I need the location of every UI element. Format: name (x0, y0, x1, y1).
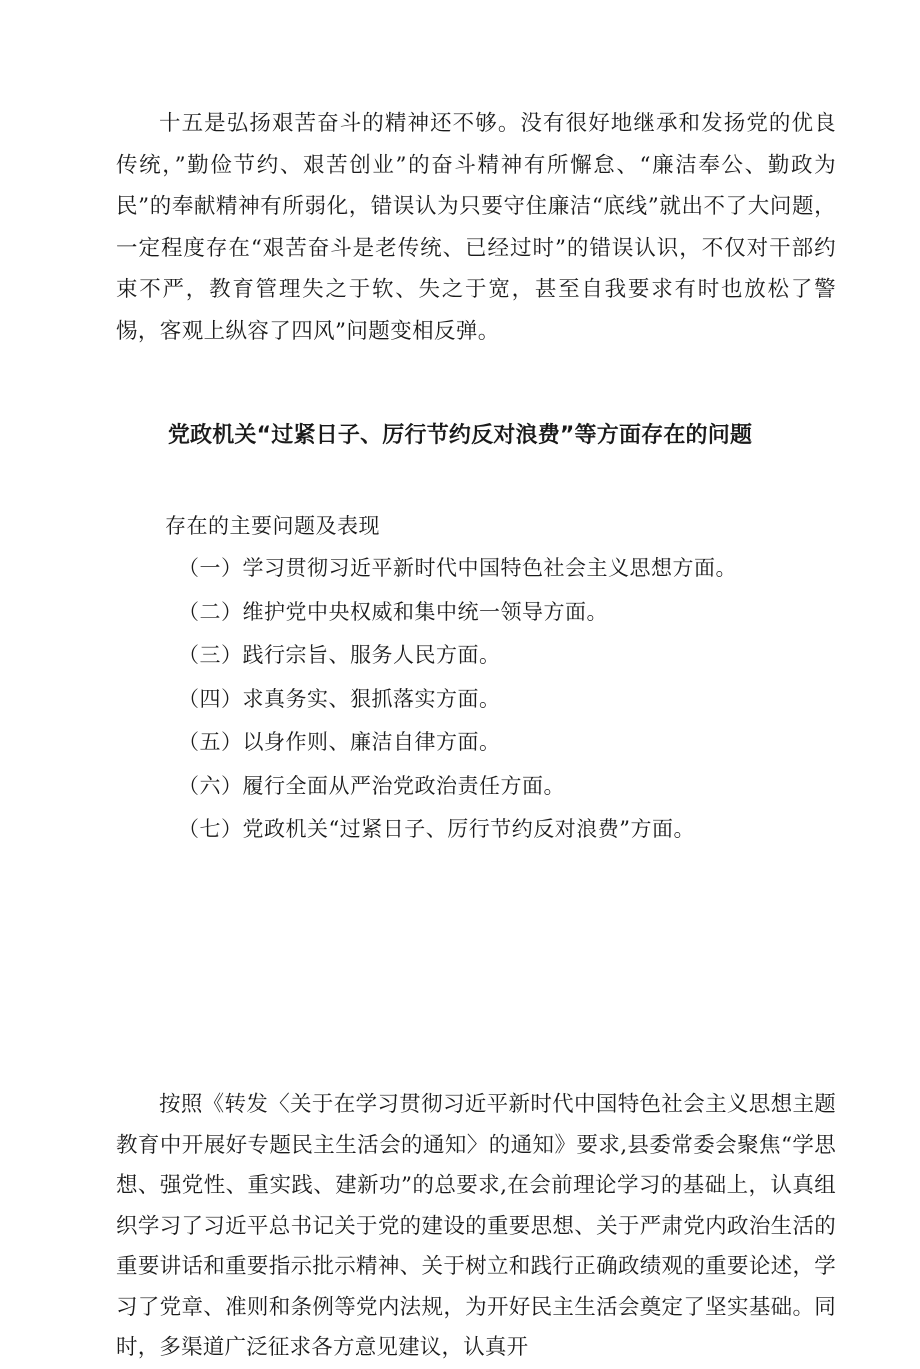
body-paragraph-meeting-preparation: 按照《转发〈关于在学习贯彻习近平新时代中国特色社会主义思想主题教育中开展好专题民主生活会的通知〉的通知》要求,县委常委会聚焦“学思想、强党性、重实践、建新功”的总要求,在会前理论学习的基础上，认真组织学习了习近平总书记关于党的建设的重要思想、关于严肃党内政治生活的重要讲话和重要指示批示精神、关于树立和践行正确政绩观的重要论述，学习了党章、准则和条例等党内法规，为开好民主生活会奠定了坚实基础。同时，多渠道广泛征求各方意见建议，认真开 (116, 1092, 836, 1360)
sub-label-main-problems: 存在的主要问题及表现 (165, 514, 380, 538)
list-item: （五）以身作则、廉洁自律方面。 (178, 730, 501, 754)
list-item: （六）履行全面从严治党政治责任方面。 (178, 773, 565, 798)
list-item: （三）践行宗旨、服务人民方面。 (178, 643, 501, 667)
list-item: （二）维护党中央权威和集中统一领导方面。 (178, 599, 608, 624)
list-item: （七）党政机关“过紧日子、厉行节约反对浪费”方面。 (178, 817, 695, 841)
list-item: （一）学习贯彻习近平新时代中国特色社会主义思想方面。 (178, 556, 737, 580)
section-heading: 党政机关“过紧日子、厉行节约反对浪费”等方面存在的问题 (167, 423, 753, 448)
problem-list (178, 548, 737, 853)
list-item: （四）求真务实、狠抓落实方面。 (178, 686, 501, 711)
body-paragraph-spirit-of-hard-work: 十五是弘扬艰苦奋斗的精神还不够。没有很好地继承和发扬党的优良传统，”勤俭节约、艰苦创业”的奋斗精神有所懈怠、“廉洁奉公、勤政为民”的奉献精神有所弱化，错误认为只要守住廉洁“底线”就出不了大问题，一定程度存在“艰苦奋斗是老传统、已经过时”的错误认识，不仅对干部约束不严，教育管理失之于软、失之于宽，甚至自我要求有时也放松了警惕，客观上纵容了四风”问题变相反弹。 (116, 111, 836, 344)
